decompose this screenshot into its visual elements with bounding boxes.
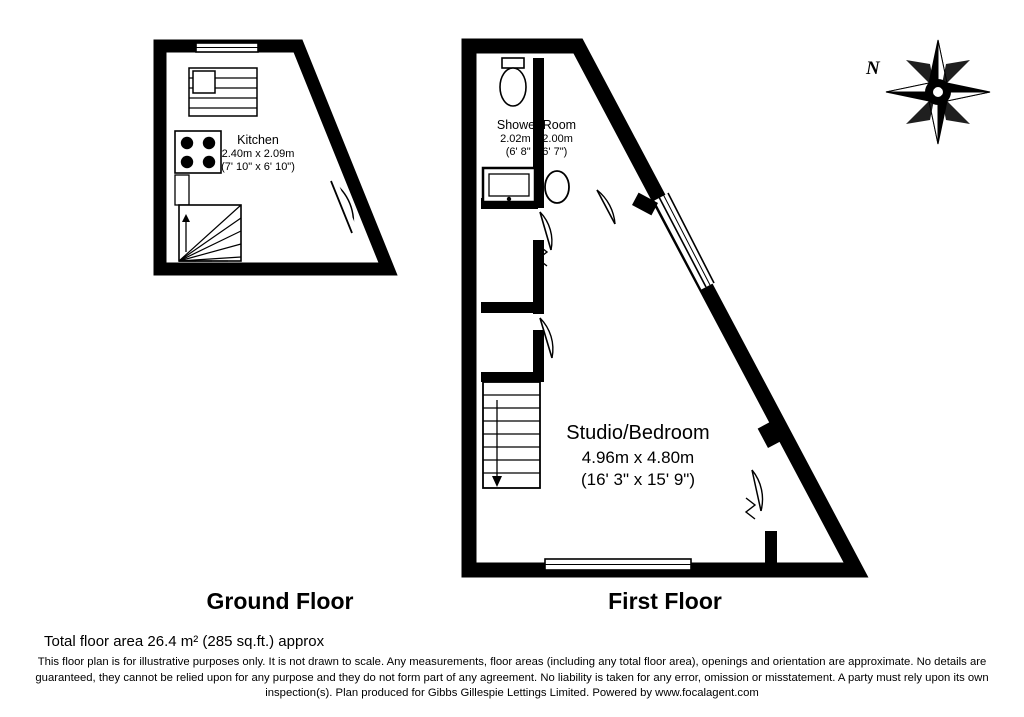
compass-north-label: N [866,58,880,79]
kitchen-worktop [189,68,257,116]
room-label-studio-metric: 4.96m x 4.80m [581,448,695,467]
ground-floor-staircase [179,205,241,261]
hall-wall-segment-1 [533,240,544,302]
first-floor-title: First Floor [608,588,722,614]
room-label-studio-name: Studio/Bedroom [566,422,710,444]
kitchen-units [175,175,189,205]
room-label-shower-room-name: Shower Room [496,118,577,132]
room-label-shower-room-imperial: (6' 8" x 6' 7") [505,146,568,158]
room-label-kitchen-metric: 2.40m x 2.09m [221,148,295,160]
ground-floor-window [196,43,258,52]
first-floor-window-bottom [545,559,691,570]
room-label-shower-room-metric: 2.02m x 2.00m [500,133,573,145]
wall-stub-lower [765,531,777,563]
toilet-fixture [500,58,526,106]
compass-rose [886,40,990,144]
disclaimer-text: This floor plan is for illustrative purposes only. It is not drawn to scale. Any measurements, floor areas (including any total floor area), openings and orientation are approximate. No details are guaranteed, they cannot be relied upon for any purpose and they do not form part of any agreement. No liability is taken for any error, omission or misstatement. A party must rely upon its own inspection(s). Plan produced for Gibbs Gillespie Lettings Limited. Powered by www.focalagent.com [35,656,989,700]
total-floor-area: Total floor area 26.4 m² (285 sq.ft.) approx [44,633,325,650]
room-label-kitchen-name: Kitchen [237,133,279,147]
room-label-kitchen-imperial: (7' 10" x 6' 10") [221,161,295,173]
ground-floor-title: Ground Floor [206,588,354,614]
room-label-studio-imperial: (16' 3" x 15' 9") [580,470,695,489]
shower-tray-fixture [483,168,535,202]
stair-top-wall [481,372,543,382]
hall-wall-horizontal [481,302,543,313]
wash-basin-fixture [545,171,569,203]
